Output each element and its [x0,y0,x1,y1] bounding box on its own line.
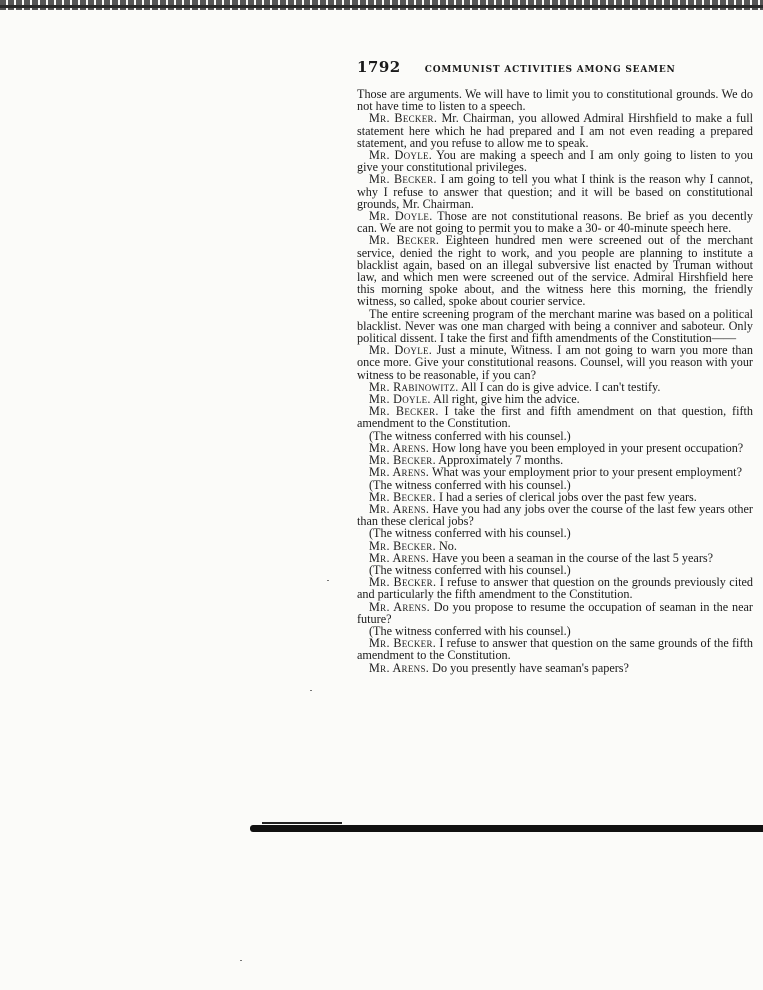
transcript-paragraph [357,88,753,112]
scan-speck [240,960,242,961]
transcript-paragraph [357,637,753,661]
transcript-body [357,88,753,674]
page-number: 1792 [357,58,401,76]
speaker-name: Mr. Becker. [369,636,437,651]
transcript-paragraph [357,503,753,527]
paragraph-text: Those are arguments. We will have to limit you to constitutional grounds. We do not have time to listen to a speech. [357,87,753,114]
speaker-name: Mr. Rabinowitz. [369,379,459,394]
paragraph-text: I refuse to answer that question on the same grounds of the fifth amendment to the Constitution. [357,636,753,663]
running-head: COMMUNIST ACTIVITIES AMONG SEAMEN [424,65,676,75]
transcript-paragraph [357,576,753,600]
paragraph-text: The entire screening program of the merchant marine was based on a political blacklist. Never was one man charged with being a conniver and saboteur. Only political dissent. I take the first and fifth amendments of the Constitution—— [357,306,753,346]
speaker-name: Mr. Becker. [369,575,437,590]
speaker-name: Mr. Arens. [369,599,430,614]
transcript-paragraph [357,210,753,234]
speaker-name: Mr. Doyle. [369,392,431,407]
bottom-rule-accent [262,822,342,824]
paragraph-text: No. [435,538,457,553]
top-rule [0,5,763,8]
speaker-name: Mr. Becker. [369,404,439,419]
speaker-name: Mr. Becker. [369,538,436,553]
transcript-paragraph [357,344,753,381]
paragraph-text: I had a series of clerical jobs over the past few years. [435,489,697,504]
transcript-paragraph [357,234,753,307]
paragraph-text: I take the first and fifth amendment on that question, fifth amendment to the Constitution. [357,404,753,431]
document-page [357,58,753,674]
paragraph-text: What was your employment prior to your present employment? [429,465,742,480]
speaker-name: Mr. Arens. [369,550,430,565]
paragraph-text: Have you had any jobs over the course of the last few years other than these clerical jobs? [357,501,753,529]
scan-speck [327,580,329,581]
speaker-name: Mr. Doyle. [369,148,433,163]
paragraph-text: How long have you been employed in your present occupation? [429,440,744,455]
speaker-name: Mr. Arens. [369,660,430,675]
transcript-paragraph [357,112,753,149]
page-header [357,58,753,76]
paragraph-text: You are making a speech and I am only going to listen to you give your constitutional privileges. [357,148,753,175]
scan-speck [310,690,312,691]
transcript-paragraph [357,405,753,429]
paragraph-text: Just a minute, Witness. I am not going to warn you more than once more. Give your constitutional reasons. Counsel, will you reason with your witness to be reasonable, if you can? [357,343,753,382]
speaker-name: Mr. Becker. [369,233,440,248]
paragraph-text: I refuse to answer that question on the grounds previously cited and particularly the fifth amendment to the Constitution. [357,575,753,602]
speaker-name: Mr. Arens. [369,465,430,480]
bottom-rule [250,825,763,832]
paragraph-text: (The witness conferred with his counsel.) [369,562,571,577]
speaker-name: Mr. Becker. [369,453,436,468]
paragraph-text: All right, give him the advice. [430,392,580,407]
speaker-name: Mr. Doyle. [369,343,433,358]
paragraph-text: Eighteen hundred men were screened out of the merchant service, denied the right to work, and you people are planning to institute a blacklist again, based on an illegal subversive list enacted by Truman without law, and which men were screened out of the service. Admiral Hirshfield here this morning spoke about, and the witness here this morning, the friendly witness, so called, spoke about courier service. [357,233,753,309]
paragraph-text: Mr. Chairman, you allowed Admiral Hirshfield to make a full statement here which he had prepared and I am not even reading a prepared statement, and you refuse to allow me to speak. [357,111,753,150]
speaker-name: Mr. Becker. [369,489,436,504]
paragraph-text: I am going to tell you what I think is the reason why I cannot, why I refuse to answer that question; and it will be based on constitutional grounds, Mr. Chairman. [357,172,753,211]
transcript-paragraph [357,308,753,345]
paragraph-text: Do you presently have seaman's papers? [429,660,629,675]
speaker-name: Mr. Becker. [369,111,438,126]
transcript-paragraph [357,662,753,674]
transcript-paragraph [357,173,753,210]
transcript-paragraph [357,149,753,173]
paragraph-text: (The witness conferred with his counsel.) [369,623,571,638]
speaker-name: Mr. Arens. [369,440,430,455]
paragraph-text: Approximately 7 months. [435,453,564,468]
paragraph-text: (The witness conferred with his counsel.) [369,477,571,492]
paragraph-text: Do you propose to resume the occupation of seaman in the near future? [357,599,753,626]
transcript-paragraph [357,601,753,625]
paragraph-text: (The witness conferred with his counsel.) [369,526,571,541]
speaker-name: Mr. Arens. [369,501,430,516]
speaker-name: Mr. Doyle. [369,209,433,224]
paragraph-text: Those are not constitutional reasons. Be brief as you decently can. We are not going to permit you to make a 30- or 40-minute speech here. [357,209,753,236]
paragraph-text: Have you been a seaman in the course of the last 5 years? [429,550,714,565]
speaker-name: Mr. Becker. [369,172,437,187]
paragraph-text: All I can do is give advice. I can't testify. [458,379,661,394]
paragraph-text: (The witness conferred with his counsel.) [369,428,571,443]
